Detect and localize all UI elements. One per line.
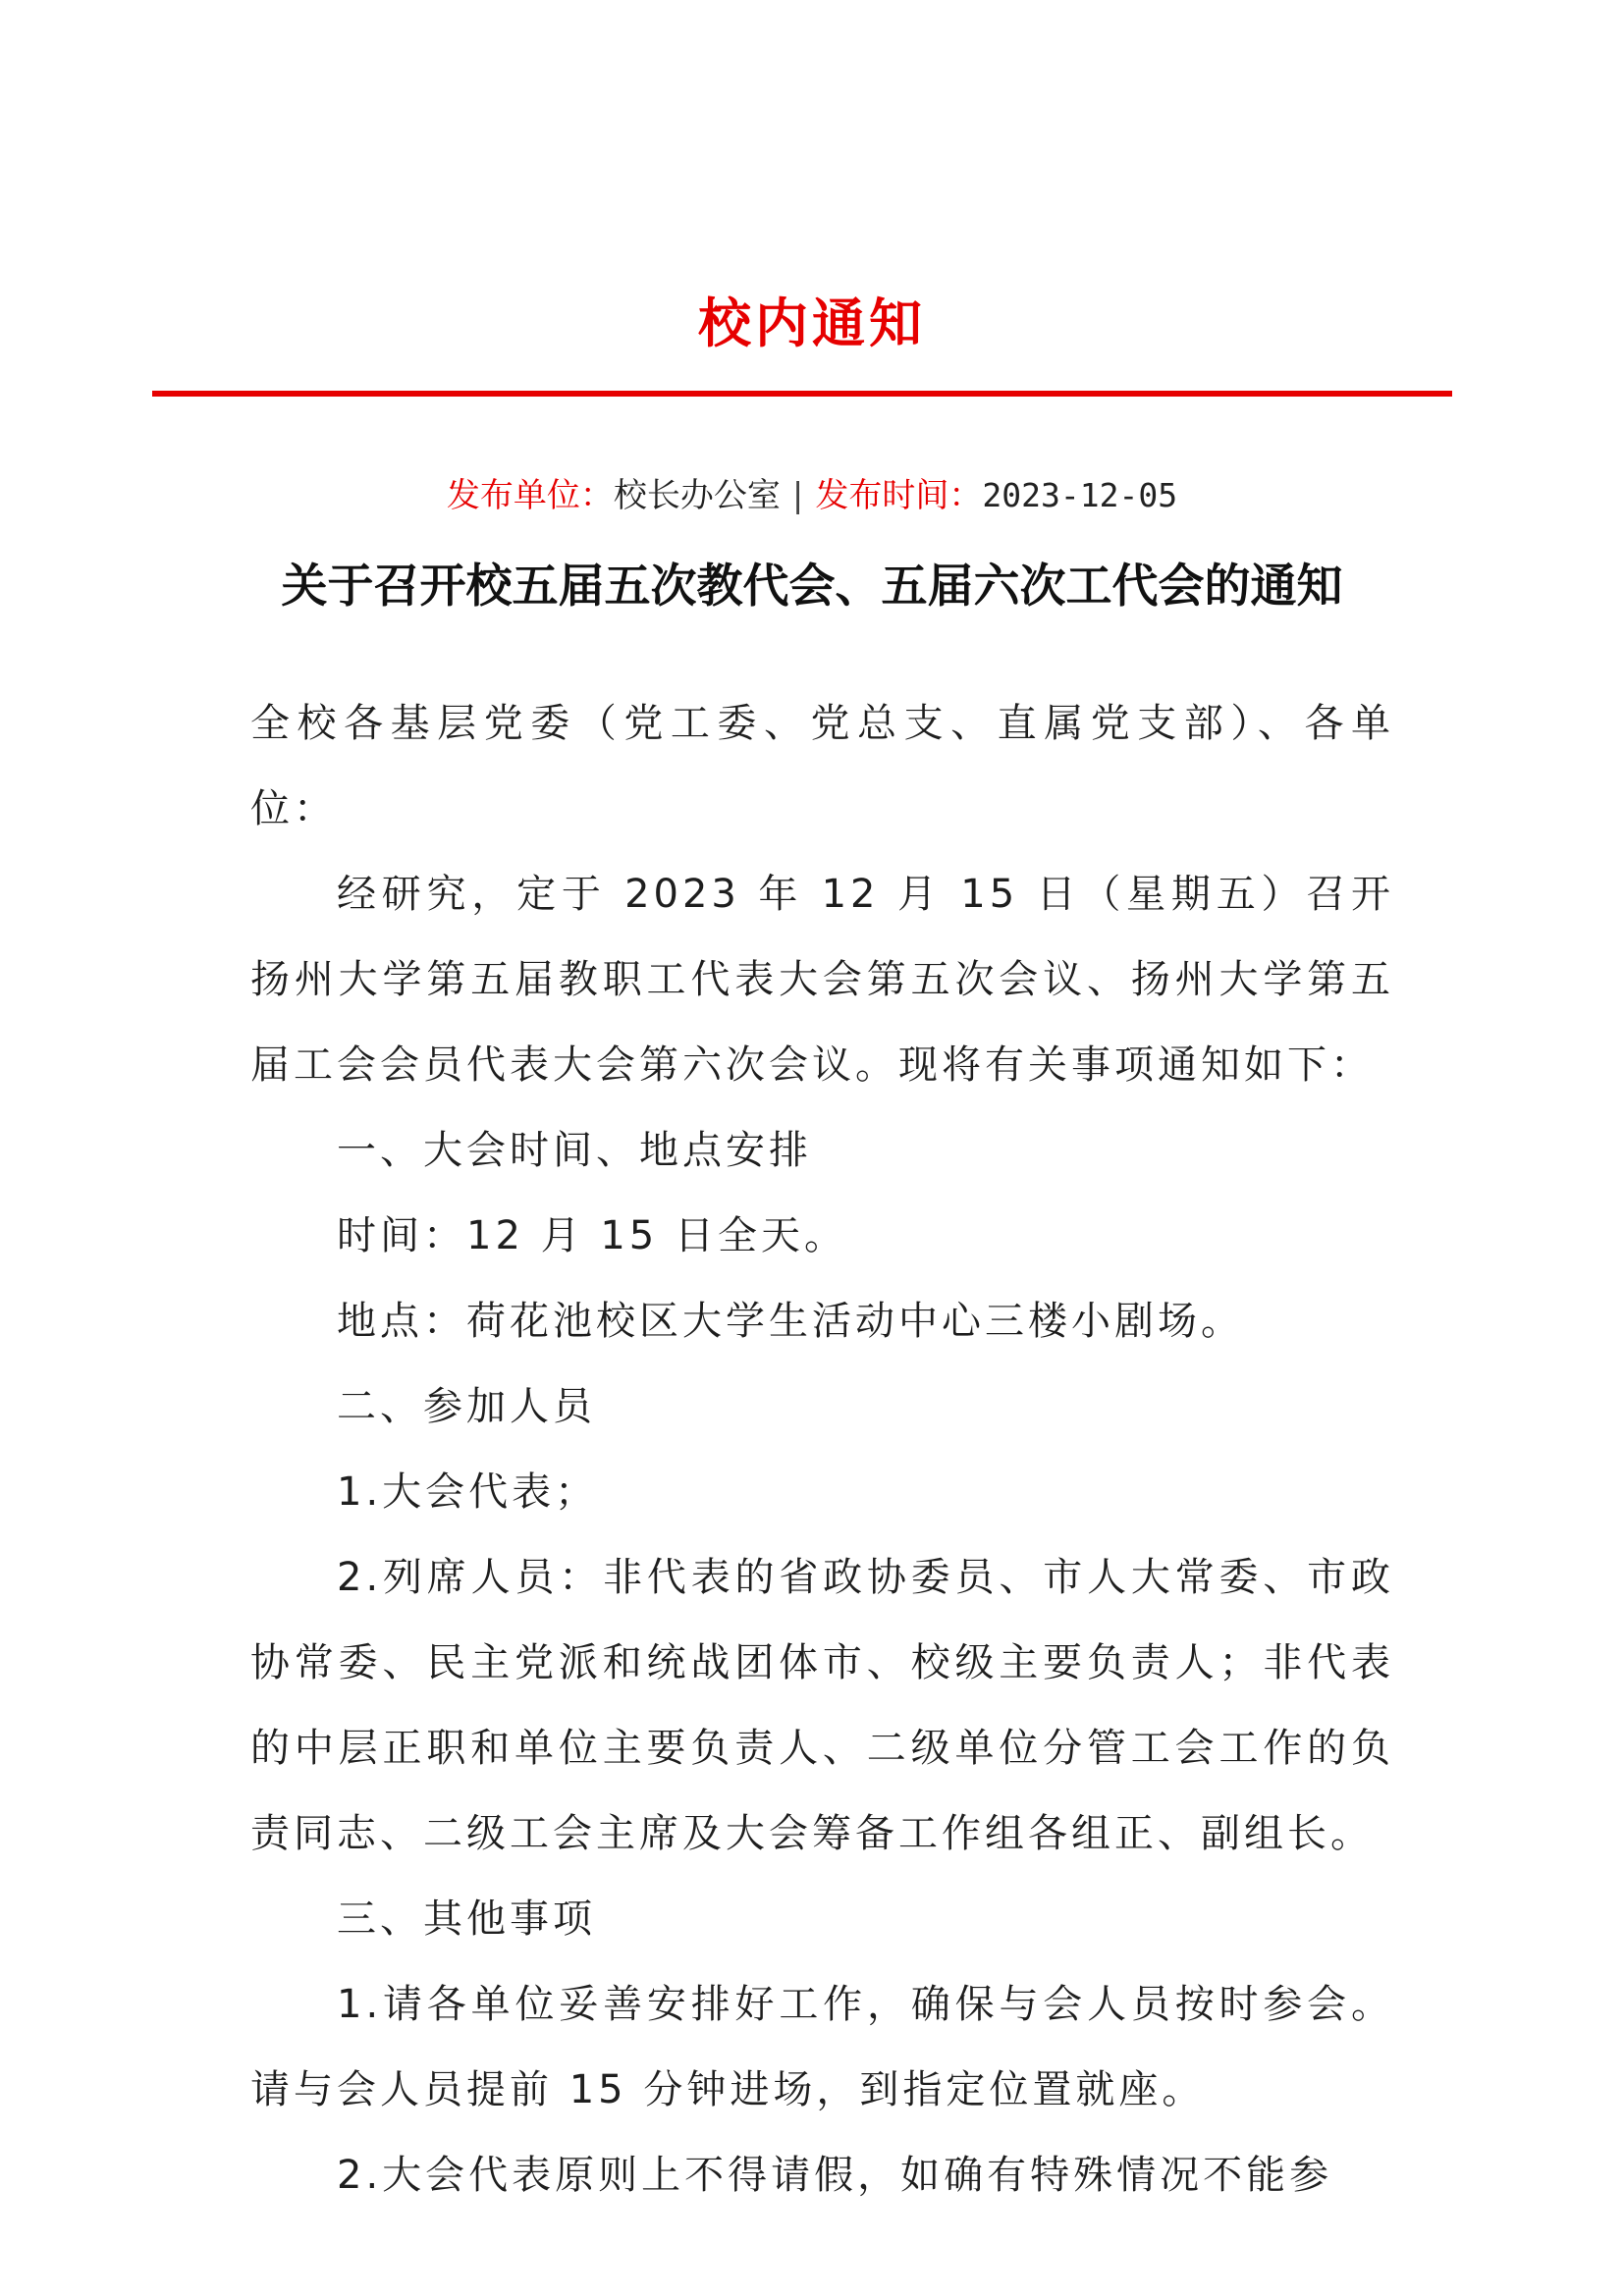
publish-date: 2023-12-05	[982, 476, 1178, 514]
publisher-value: 校长办公室	[613, 476, 781, 515]
paragraph-other-1: 1.请各单位妥善安排好工作，确保与会人员按时参会。请与会人员提前 15 分钟进场，到指定位置就座。	[250, 1982, 1394, 2112]
meta-separator: |	[791, 476, 804, 515]
publish-info	[0, 468, 1624, 523]
paragraph-intro: 经研究，定于 2023 年 12 月 15 日（星期五）召开扬州大学第五届教职工代表大会第五次会议、扬州大学第五届工会会员代表大会第六次会议。现将有关事项通知如下：	[250, 872, 1394, 1088]
section-heading-attendees: 二、参加人员	[337, 1384, 596, 1429]
section-heading-other: 三、其他事项	[337, 1896, 596, 1942]
section-heading-time-place: 一、大会时间、地点安排	[337, 1128, 812, 1173]
paragraph-observers: 2.列席人员：非代表的省政协委员、市人大常委、市政协常委、民主党派和统战团体市、校级主要负责人；非代表的中层正职和单位主要负责人、二级单位分管工会工作的负责同志、二级工会主席及大会筹备工作组各组正、副组长。	[250, 1555, 1394, 1856]
paragraph-delegates: 1.大会代表；	[337, 1469, 599, 1515]
paragraph-time: 时间：12 月 15 日全天。	[337, 1213, 847, 1258]
date-label: 发布时间：	[815, 476, 983, 515]
banner-title: 校内通知	[698, 293, 926, 354]
red-divider	[152, 391, 1452, 397]
document-body	[250, 681, 1394, 2218]
publisher-label: 发布单位：	[446, 476, 614, 515]
paragraph-place: 地点：荷花池校区大学生活动中心三楼小剧场。	[337, 1299, 1244, 1344]
document-title: 关于召开校五届五次教代会、五届六次工代会的通知	[281, 560, 1343, 614]
salutation: 全校各基层党委（党工委、党总支、直属党支部）、各单位：	[250, 701, 1394, 831]
paragraph-other-2: 2.大会代表原则上不得请假，如确有特殊情况不能参	[337, 2153, 1333, 2198]
